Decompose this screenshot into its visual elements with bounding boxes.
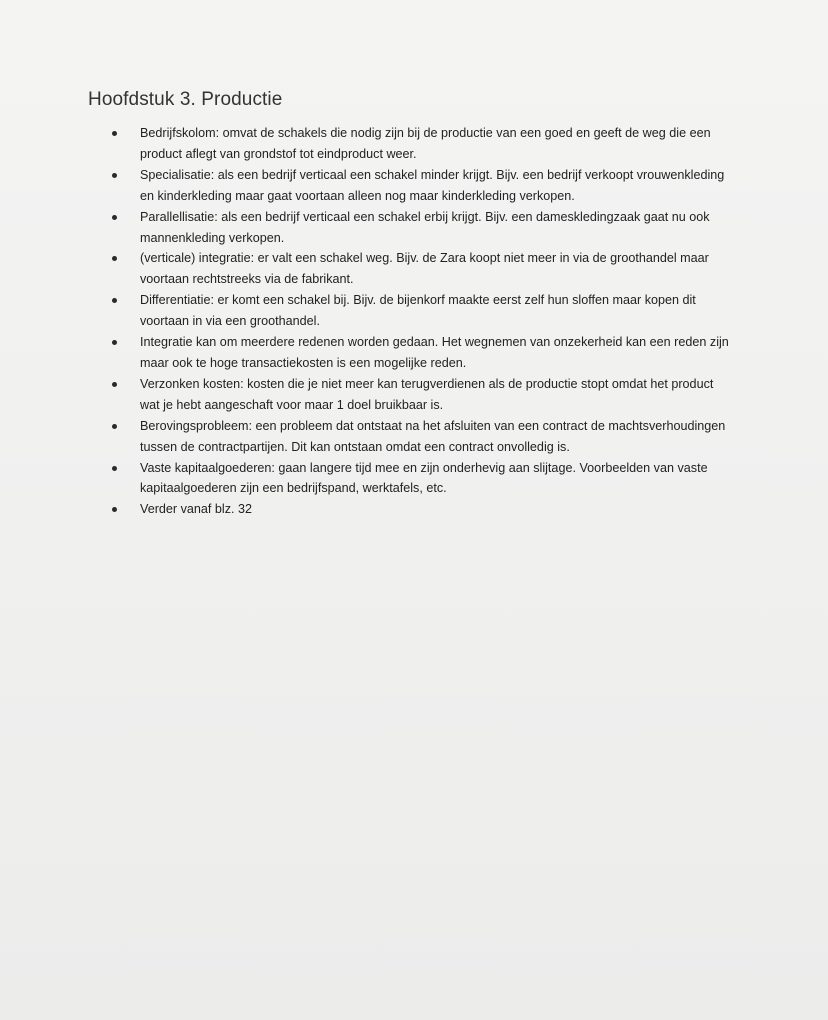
list-item-text: Differentiatie: er komt een schakel bij. Bijv. de bijenkorf maakte eerst zelf hun sloffen maar kopen dit voortaan in via een groothandel. [140, 293, 696, 329]
list-item [110, 332, 730, 374]
list-item [110, 374, 730, 416]
bullet-icon [112, 215, 117, 220]
list-item [110, 290, 730, 332]
bullet-icon [112, 298, 117, 303]
list-item-text: Parallellisatie: als een bedrijf verticaal een schakel erbij krijgt. Bijv. een dameskledingzaak gaat nu ook mannenkleding verkopen. [140, 209, 710, 245]
bullet-icon [112, 173, 117, 178]
list-item-text: (verticale) integratie: er valt een schakel weg. Bijv. de Zara koopt niet meer in via de groothandel maar voortaan rechtstreeks via de fabrikant. [140, 251, 709, 287]
bullet-icon [112, 131, 117, 136]
bullet-list [110, 123, 730, 520]
list-item-text: Verzonken kosten: kosten die je niet meer kan terugverdienen als de productie stopt omdat het product wat je hebt aangeschaft voor maar 1 doel bruikbaar is. [140, 376, 714, 412]
bullet-icon [112, 256, 117, 261]
list-item [110, 165, 730, 207]
bullet-icon [112, 340, 117, 345]
list-item [110, 416, 730, 458]
page-title: Hoofdstuk 3. Productie [88, 89, 283, 110]
list-item [110, 248, 730, 290]
list-item-text: Verder vanaf blz. 32 [140, 502, 253, 517]
list-item [110, 207, 730, 249]
list-item [110, 458, 730, 500]
list-item-text: Integratie kan om meerdere redenen worden gedaan. Het wegnemen van onzekerheid kan een reden zijn maar ook te hoge transactiekosten is een mogelijke reden. [140, 335, 729, 370]
bullet-icon [112, 466, 117, 471]
list-item-text: Vaste kapitaalgoederen: gaan langere tijd mee en zijn onderhevig aan slijtage. Voorbeelden van vaste kapitaalgoederen zijn een bedrijfspand, werktafels, etc. [140, 460, 708, 496]
bullet-icon [112, 382, 117, 387]
bullet-icon [112, 507, 117, 512]
list-item-text: Bedrijfskolom: omvat de schakels die nodig zijn bij de productie van een goed en geeft de weg die een product aflegt van grondstof tot eindproduct weer. [140, 126, 711, 161]
list-item-text: Berovingsprobleem: een probleem dat ontstaat na het afsluiten van een contract de machtsverhoudingen tussen de contractpartijen. Dit kan ontstaan omdat een contract onvolledig is. [140, 418, 726, 454]
list-item [110, 123, 730, 165]
bullet-icon [112, 424, 117, 429]
list-item [110, 499, 730, 520]
list-item-text: Specialisatie: als een bedrijf verticaal een schakel minder krijgt. Bijv. een bedrijf verkoopt vrouwenkleding en kinderkleding maar gaat voortaan alleen nog maar kinderkleding verkopen. [140, 167, 725, 203]
